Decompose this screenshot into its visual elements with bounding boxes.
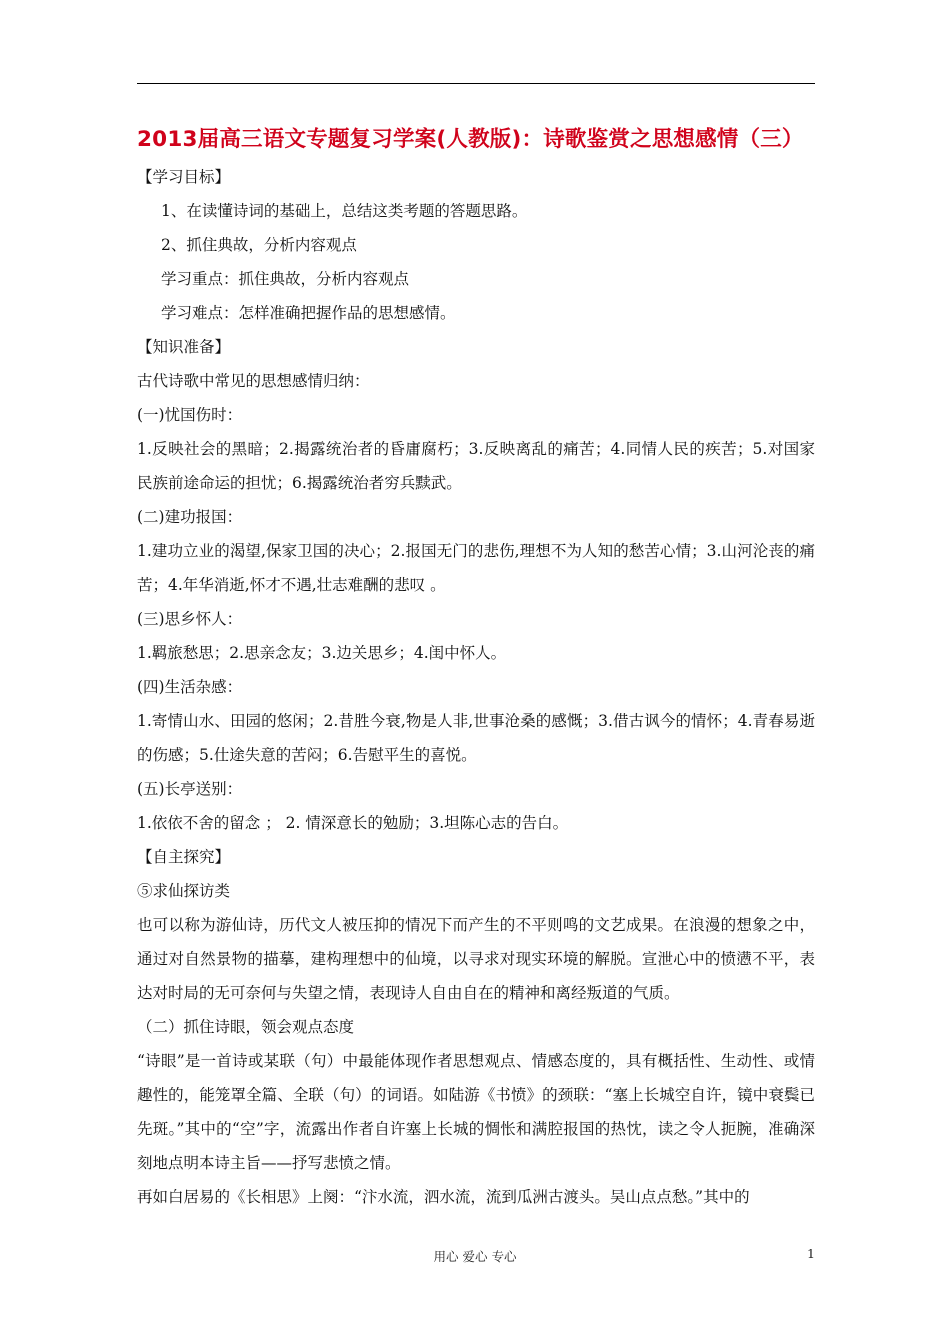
category-2-title: (二)建功报国： <box>137 508 243 526</box>
difficulty: 学习难点：怎样准确把握作品的思想感情。 <box>161 304 456 322</box>
goal-1: 1、在读懂诗词的基础上，总结这类考题的答题思路。 <box>161 202 528 220</box>
subsection-2-text: “诗眼”是一首诗或某联（句）中最能体现作者思想观点、情感态度的，具有概括性、生动性、或情趣性的，能笼罩全篇、全联（句）的词语。如陆游《书愤》的颈联：“塞上长城空自许，镜中衰鬓已先斑。”其中的“空”字，流露出作者自许塞上长城的惆怅和满腔报国的热忱，读之令人扼腕，准确深刻地点明本诗主旨——抒写悲愤之情。 <box>137 1052 815 1172</box>
last-line: 再如白居易的《长相思》上阕：“汴水流，泗水流，流到瓜洲古渡头。吴山点点愁。”其中的 <box>137 1188 750 1206</box>
header-rule <box>137 83 815 84</box>
category-5-text: 1.依依不舍的留念 ； 2. 情深意长的勉励；3.坦陈心志的告白。 <box>137 814 569 832</box>
document-title: 2013届高三语文专题复习学案(人教版)：诗歌鉴赏之思想感情（三） <box>137 127 804 152</box>
category-3-text: 1.羁旅愁思；2.思亲念友；3.边关思乡；4.闺中怀人。 <box>137 644 507 662</box>
category-4-title: (四)生活杂感： <box>137 678 243 696</box>
goals-header: 【学习目标】 <box>137 168 231 186</box>
explore-header: 【自主探究】 <box>137 848 231 866</box>
document-body <box>137 160 815 1214</box>
category-3-title: (三)思乡怀人： <box>137 610 243 628</box>
intro-line: 古代诗歌中常见的思想感情归纳： <box>137 372 370 390</box>
goal-2: 2、抓住典故，分析内容观点 <box>161 236 357 254</box>
item-5-title: ⑤求仙探访类 <box>137 882 231 900</box>
item-5-text: 也可以称为游仙诗，历代文人被压抑的情况下而产生的不平则鸣的文艺成果。在浪漫的想象之中，通过对自然景物的描摹，建构理想中的仙境，以寻求对现实环境的解脱。宣泄心中的愤懑不平，表达对时局的无可奈何与失望之情，表现诗人自由自在的精神和离经叛道的气质。 <box>137 916 815 1002</box>
category-2-text: 1.建功立业的渴望,保家卫国的决心；2.报国无门的悲伤,理想不为人知的愁苦心情；3.山河沦丧的痛苦；4.年华消逝,怀才不遇,壮志难酬的悲叹 。 <box>137 542 815 594</box>
category-5-title: (五)长亭送别： <box>137 780 243 798</box>
category-1-text: 1.反映社会的黑暗；2.揭露统治者的昏庸腐朽；3.反映离乱的痛苦；4.同情人民的疾苦；5.对国家民族前途命运的担忧；6.揭露统治者穷兵黩武。 <box>137 440 815 492</box>
knowledge-header: 【知识准备】 <box>137 338 231 356</box>
subsection-2-title: （二）抓住诗眼，领会观点态度 <box>137 1018 355 1036</box>
page-footer: 用心 爱心 专心 <box>433 1249 517 1264</box>
category-1-title: (一)忧国伤时： <box>137 406 243 424</box>
key-point: 学习重点：抓住典故，分析内容观点 <box>161 270 410 288</box>
category-4-text: 1.寄情山水、田园的悠闲；2.昔胜今衰,物是人非,世事沧桑的感慨；3.借古讽今的情怀；4.青春易逝的伤感；5.仕途失意的苦闷；6.告慰平生的喜悦。 <box>137 712 815 764</box>
page-number: 1 <box>807 1246 815 1261</box>
